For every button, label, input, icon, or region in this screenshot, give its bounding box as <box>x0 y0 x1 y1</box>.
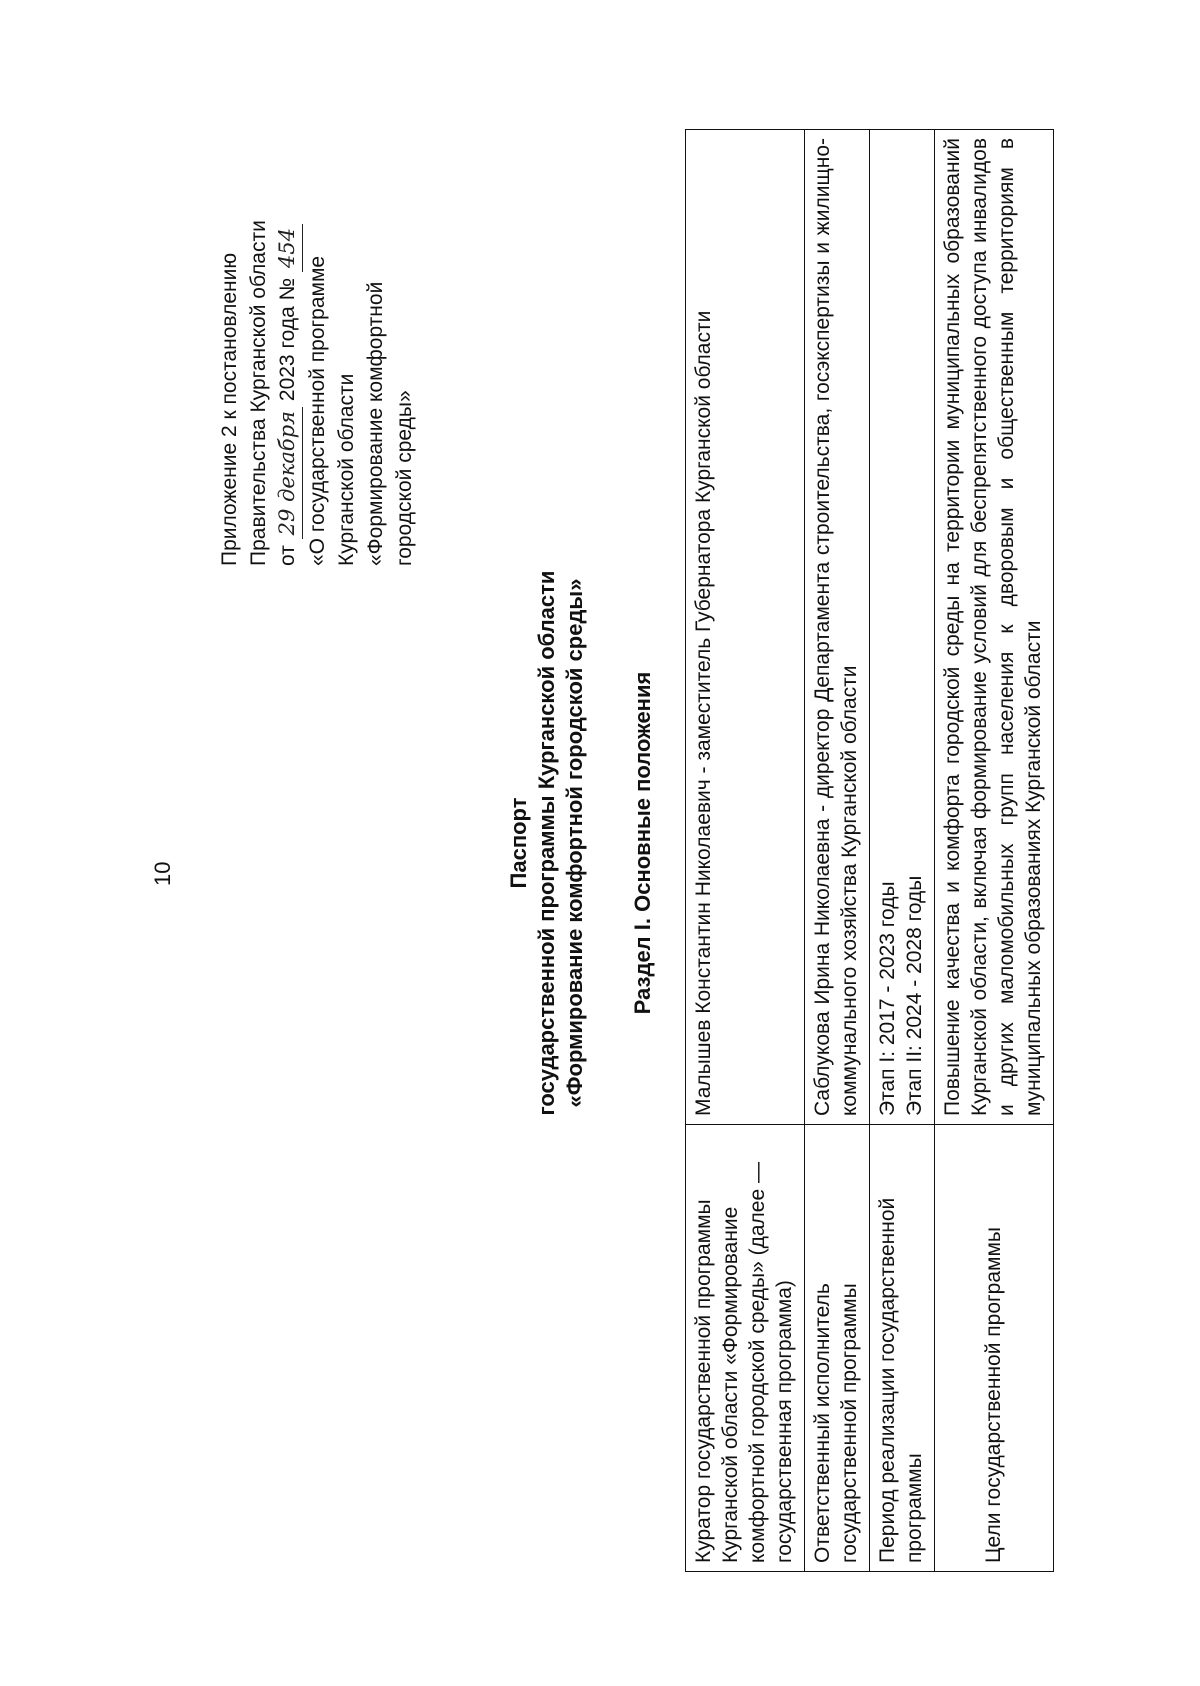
appendix-date-line <box>273 96 303 566</box>
document-title <box>505 0 589 1686</box>
appendix-date-prefix: от <box>276 545 299 566</box>
value-line: Этап II: 2024 - 2028 годы <box>903 875 926 1116</box>
table-row <box>870 130 935 1572</box>
row-value <box>686 130 805 1125</box>
row-label: Ответственный исполнитель государственной программы <box>805 1125 870 1572</box>
value-line: Повышение качества и комфорта городской среды на территории муниципальных образований Курганской области, включая формирование условий для беспрепятственного доступа инвалидов и других маломобильных групп населения к дворовым и общественным территориям в муниципальных образованиях Курганской области <box>941 138 1045 1116</box>
value-line: Саблукова Ирина Николаевна - директор Департамента строительства, госэкспертизы и жилищно-коммунального хозяйства Курганской области <box>811 138 861 1116</box>
value-line: Этап I: 2017 - 2023 годы <box>876 881 899 1116</box>
row-label: Куратор государственной программы Курганской области «Формирование комфортной городской среды» (далее — государственная программа) <box>686 1125 805 1572</box>
row-label: Цели государственной программы <box>935 1125 1054 1572</box>
appendix-line: «О государственной программе <box>306 255 329 566</box>
title-line: «Формирование комфортной городской среды» <box>562 578 587 1108</box>
appendix-line: городской среды» <box>393 390 416 566</box>
appendix-line: Приложение 2 к постановлению <box>218 252 241 566</box>
page-number: 10 <box>150 861 175 886</box>
section-heading: Раздел I. Основные положения <box>630 671 655 1015</box>
handwritten-date: 29 декабря <box>273 407 303 539</box>
appendix-line: Курганской области <box>335 373 358 566</box>
table-row <box>935 130 1054 1572</box>
row-value <box>805 130 870 1125</box>
appendix-line: «Формирование комфортной <box>364 281 387 566</box>
row-label: Период реализации государственной программы <box>870 1125 935 1572</box>
handwritten-number: 454 <box>273 224 303 272</box>
title-line: Паспорт <box>506 797 531 889</box>
row-value <box>870 130 935 1125</box>
appendix-date-year: 2023 года № <box>276 277 299 402</box>
row-value <box>935 130 1054 1125</box>
title-line: государственной программы Курганской области <box>534 570 559 1116</box>
appendix-note <box>215 96 419 566</box>
table-row <box>805 130 870 1572</box>
value-line: Малышев Константин Николаевич - заместитель Губернатора Курганской области <box>692 310 715 1116</box>
table-row <box>686 130 805 1572</box>
passport-table <box>685 129 1054 1572</box>
appendix-line: Правительства Курганской области <box>247 220 270 566</box>
